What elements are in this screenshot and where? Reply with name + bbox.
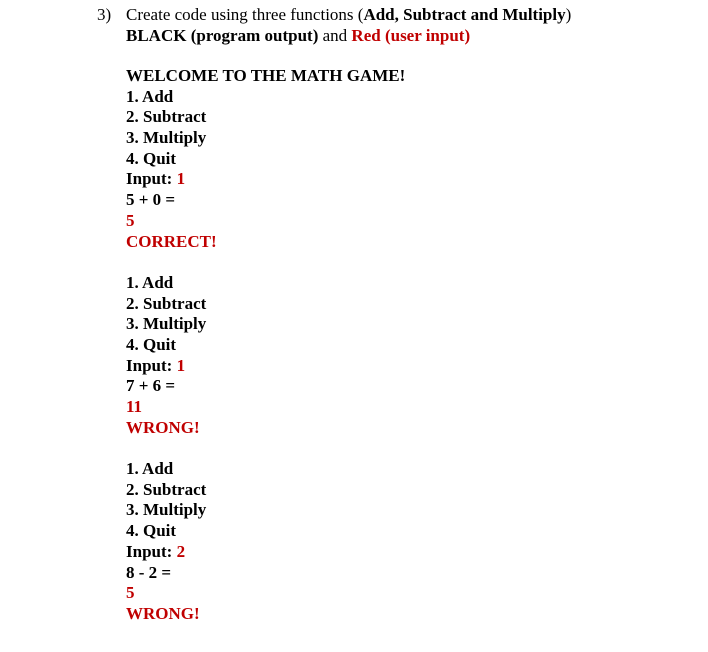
menu-item: 1. Add	[126, 86, 174, 106]
input-line	[126, 542, 686, 563]
round-2	[126, 273, 686, 459]
problem: 7 + 6 =	[126, 376, 176, 396]
menu-item: 4. Quit	[126, 148, 177, 168]
spacer	[126, 252, 686, 273]
sample-transcript	[126, 66, 686, 625]
menu-item: 3. Multiply	[126, 128, 207, 148]
legend-black: BLACK (program output)	[126, 26, 319, 45]
input-label: Input:	[126, 355, 177, 375]
result: WRONG!	[126, 603, 200, 623]
input-label: Input:	[126, 541, 177, 561]
spacer	[126, 438, 686, 459]
menu-item: 2. Subtract	[126, 107, 207, 127]
menu-item: 1. Add	[126, 272, 174, 292]
menu-item: 3. Multiply	[126, 314, 207, 334]
question-instruction	[126, 4, 571, 25]
round-1	[126, 87, 686, 273]
menu-item: 4. Quit	[126, 521, 177, 541]
instruction-functions: Add, Subtract and Multiply	[363, 5, 566, 24]
instruction-suffix: )	[565, 5, 572, 24]
user-answer: 11	[126, 397, 143, 416]
game-title: WELCOME TO THE MATH GAME!	[126, 66, 406, 85]
problem: 5 + 0 =	[126, 190, 176, 210]
legend-and: and	[318, 26, 352, 45]
instruction-prefix: Create code using three functions (	[126, 5, 364, 24]
menu-item: 1. Add	[126, 459, 174, 479]
menu-item: 2. Subtract	[126, 293, 207, 313]
menu-item: 2. Subtract	[126, 479, 207, 499]
menu-item: 4. Quit	[126, 334, 177, 354]
result: WRONG!	[126, 417, 200, 437]
problem: 8 - 2 =	[126, 562, 172, 582]
user-answer: 5	[126, 210, 135, 230]
input-line	[126, 356, 686, 377]
input-value: 1	[176, 355, 186, 375]
input-label: Input:	[126, 169, 177, 189]
result: CORRECT!	[126, 231, 217, 251]
round-3	[126, 459, 686, 625]
question-number: 3)	[97, 5, 112, 24]
legend-red: Red (user input)	[351, 26, 471, 45]
menu-item: 3. Multiply	[126, 500, 207, 520]
color-legend	[126, 25, 470, 46]
input-line	[126, 169, 686, 190]
user-answer: 5	[126, 583, 135, 603]
input-value: 1	[176, 169, 186, 189]
input-value: 2	[176, 541, 186, 561]
